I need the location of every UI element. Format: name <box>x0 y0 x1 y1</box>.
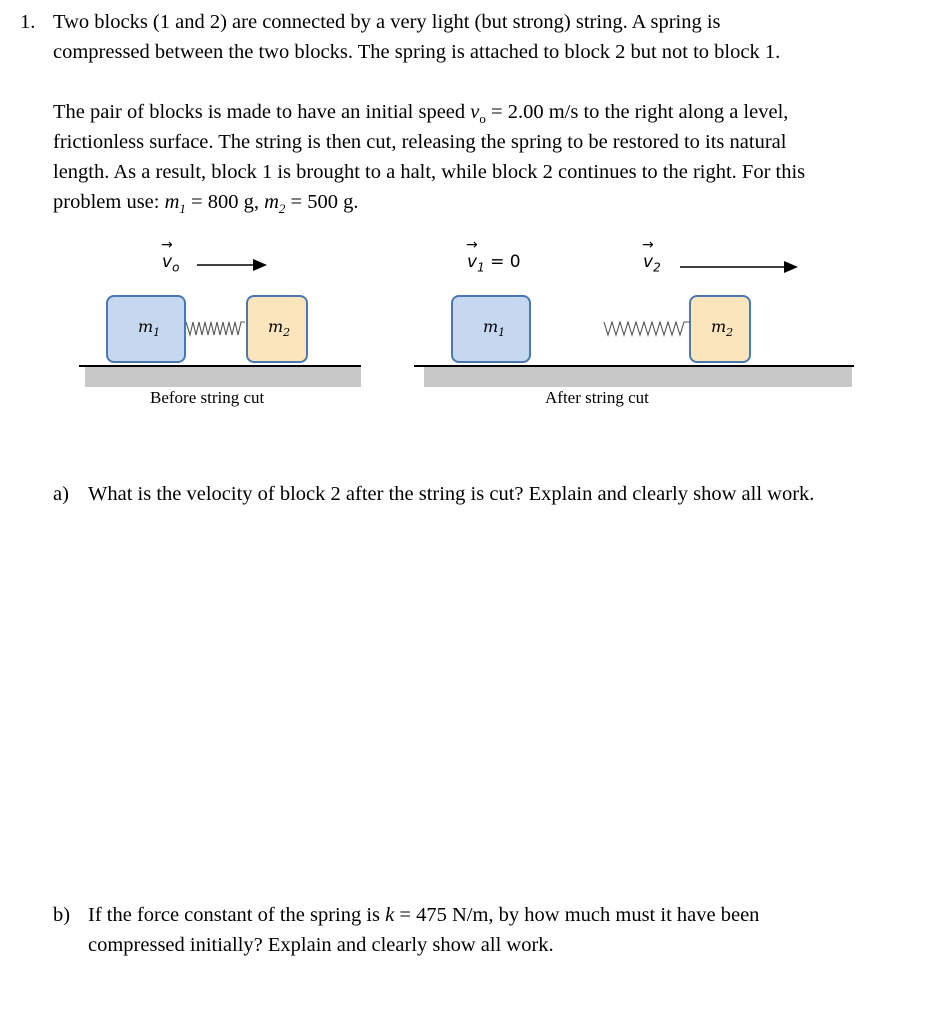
velocity-v2-arrow <box>678 257 803 277</box>
caption-after: After string cut <box>545 388 649 407</box>
paragraph-2-line-1: The pair of blocks is made to have an initial speed $v_o = 2.00$ m/s to the right along a level, <box>53 101 789 127</box>
paragraph-2-line-4: problem use: $m_1 = 800$ g, $m_2 = 500$ g. <box>53 191 359 217</box>
paragraph-2-line-2: frictionless surface. The string is then cut, releasing the spring to be restored to its natural <box>53 131 787 153</box>
question-b-line-1: If the force constant of the spring is k = 475 N/m, by how much must it have been <box>88 904 760 926</box>
question-a-text: What is the velocity of block 2 after the string is cut? Explain and clearly show all work. <box>88 483 815 505</box>
question-b-line-2: compressed initially? Explain and clearly show all work. <box>88 934 554 956</box>
question-b-label: b) <box>53 904 71 926</box>
surface-before <box>85 367 361 387</box>
block-1-label: $m_1$ <box>138 317 161 340</box>
question-a-label: a) <box>53 483 69 505</box>
block-1-before <box>106 295 186 363</box>
velocity-vo-label: → $v_o$ <box>161 237 180 275</box>
block-2-after-label: $m_2$ <box>711 317 734 340</box>
intro-line-2: compressed between the two blocks. The spring is attached to block 2 but not to block 1. <box>53 41 781 63</box>
block-1-after-label: $m_1$ <box>483 317 506 340</box>
velocity-v1-label: → $v_1 = 0$ <box>466 237 521 275</box>
spring-compressed <box>185 318 247 340</box>
block-2-label: $m_2$ <box>268 317 291 340</box>
paragraph-2-line-3: length. As a result, block 1 is brought to a halt, while block 2 continues to the right. For this <box>53 161 806 183</box>
velocity-vo-arrow <box>195 255 270 275</box>
block-1-after <box>451 295 531 363</box>
block-2-after <box>689 295 751 363</box>
surface-after <box>424 367 852 387</box>
problem-number: 1. <box>20 11 36 33</box>
caption-before: Before string cut <box>150 388 265 407</box>
velocity-v2-label: → $v_2$ <box>642 237 661 275</box>
block-2-before <box>246 295 308 363</box>
spring-relaxed <box>603 318 690 340</box>
intro-line-1: Two blocks (1 and 2) are connected by a very light (but strong) string. A spring is <box>53 11 721 33</box>
